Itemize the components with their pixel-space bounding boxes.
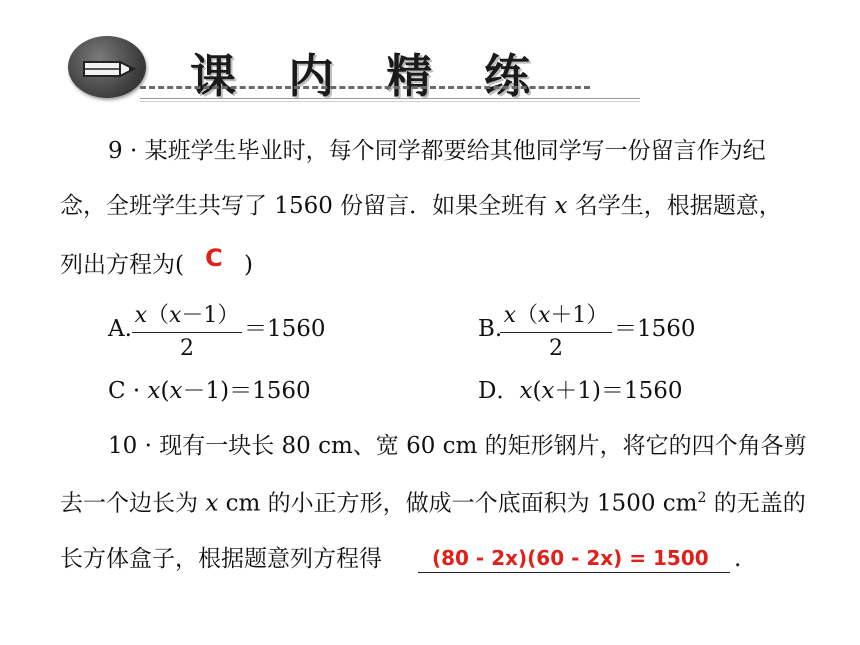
q10-answer-blank [418,572,730,573]
q9-line-3 [60,244,253,278]
option-b-rhs: ＝1560 [614,316,696,342]
header-dashed-line [140,86,590,89]
q9-line-2: 念，全班学生共写了 1560 份留言．如果全班有 x 名学生，根据题意， [60,193,782,219]
option-d: D．x(x＋1)＝1560 [478,378,683,404]
option-a-denominator: 2 [180,336,194,361]
option-a-fraction [132,298,242,361]
q10-line-3: 长方体盒子，根据题意列方程得 [60,546,382,572]
q10-superscript: 2 [697,490,707,506]
pencil-icon [80,54,140,84]
option-a-numerator: x（x－1） [134,303,240,328]
section-header [0,0,860,110]
option-b-fraction [500,298,612,361]
section-title: 课 内 精 练 [190,49,549,103]
q10-period: . [734,546,742,572]
option-c: C · x(x－1)＝1560 [108,378,311,404]
option-b-label: B. [478,316,503,342]
q10-line-2: 去一个边长为 x cm 的小正方形，做成一个底面积为 1500 $cm^2$ 的无盖的 [60,490,806,517]
option-a-rhs: ＝1560 [244,316,326,342]
q10-line-1: 10 · 现有一块长 80 cm、宽 60 cm 的矩形钢片，将它的四个角各剪 [108,433,807,459]
q9-prompt: 列出方程为( [60,252,184,278]
option-b-numerator: x（x＋1） [503,303,609,328]
header-rule [140,98,640,99]
q9-answer: C [205,244,223,272]
option-b-denominator: 2 [549,336,563,361]
q9-line-1: 9 · 某班学生毕业时，每个同学都要给其他同学写一份留言作为纪 [108,138,766,164]
q10-answer: (80 - 2x)(60 - 2x) = 1500 [432,546,709,570]
header-rule-shadow [140,101,640,102]
q9-close-paren: ) [243,252,253,278]
option-a-label: A. [108,316,132,342]
